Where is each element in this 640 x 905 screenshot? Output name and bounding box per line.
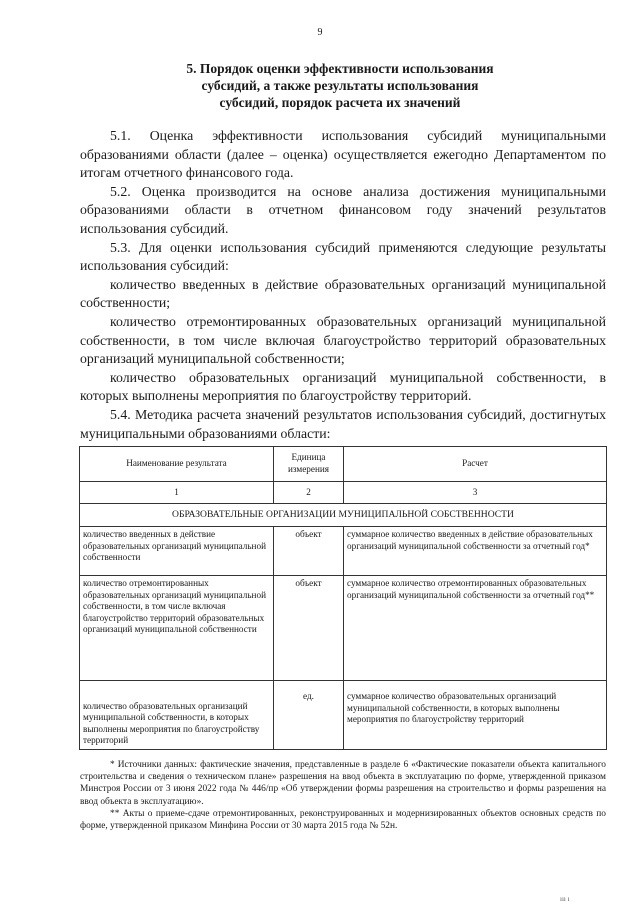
body-text xyxy=(80,127,606,443)
heading-line: субсидий, порядок расчета их значений xyxy=(219,95,461,110)
footnote-1: * Источники данных: фактические значения, представленные в разделе 6 «Фактические показатели объекта капитального строительства и сведения о техническом плане» разрешения на ввод объекта в эксплуатацию по форме, утвержденной приказом Минстроя России от 3 июня 2022 года № 446/пр «Об утверждении формы разрешения на строительство и формы разрешения на ввод объекта в эксплуатацию». xyxy=(80,760,606,807)
table-section-row xyxy=(80,504,607,527)
column-number-row xyxy=(80,482,607,504)
paragraph-5-3: 5.3. Для оценки использования субсидий применяются следующие результаты использования субсидий: xyxy=(80,239,606,274)
page-number: 9 xyxy=(317,27,323,38)
corner-mark: ııı ı xyxy=(560,895,570,903)
result-calculation: суммарное количество образовательных организаций муниципальной собственности, в которых выполнены мероприятия по благоустройству территорий xyxy=(344,681,607,750)
result-unit: объект xyxy=(274,527,344,576)
heading-line: 5. Порядок оценки эффективности использования xyxy=(186,61,494,76)
result-name: количество введенных в действие образовательных организаций муниципальной собственности xyxy=(80,527,274,576)
section-heading xyxy=(80,60,600,111)
result-name: количество образовательных организаций муниципальной собственности, в которых выполнены мероприятия по благоустройству территорий xyxy=(80,681,274,750)
table-row xyxy=(80,681,607,750)
table-row xyxy=(80,576,607,681)
result-calculation: суммарное количество отремонтированных образовательных организаций муниципальной собственности за отчетный год** xyxy=(344,576,607,681)
section-title: ОБРАЗОВАТЕЛЬНЫЕ ОРГАНИЗАЦИИ МУНИЦИПАЛЬНОЙ СОБСТВЕННОСТИ xyxy=(80,504,607,527)
table-header-row xyxy=(80,447,607,482)
header-calculation: Расчет xyxy=(344,447,607,482)
column-number: 2 xyxy=(274,482,344,504)
result-unit: ед. xyxy=(274,681,344,750)
list-item-result-3: количество образовательных организаций муниципальной собственности, в которых выполнены мероприятия по благоустройству территорий. xyxy=(80,369,606,404)
header-unit: Единица измерения xyxy=(274,447,344,482)
paragraph-5-1: 5.1. Оценка эффективности использования субсидий муниципальными образованиями области (далее – оценка) осуществляется ежегодно Департаментом по итогам отчетного финансового года. xyxy=(80,128,606,181)
table-row xyxy=(80,527,607,576)
result-unit: объект xyxy=(274,576,344,681)
heading-line: субсидий, а также результаты использования xyxy=(201,78,479,93)
list-item-result-1: количество введенных в действие образовательных организаций муниципальной собственности; xyxy=(80,276,606,311)
paragraph-5-2: 5.2. Оценка производится на основе анализа достижения муниципальными образованиями области в отчетном финансовом году значений результатов использования субсидий. xyxy=(80,183,606,236)
header-result-name: Наименование результата xyxy=(80,447,274,482)
column-number: 3 xyxy=(344,482,607,504)
paragraph-5-4: 5.4. Методика расчета значений результатов использования субсидий, достигнутых муниципальными образованиями области: xyxy=(80,406,606,441)
column-number: 1 xyxy=(80,482,274,504)
footnote-2: ** Акты о приеме-сдаче отремонтированных, реконструированных и модернизированных объектов основных средств по форме, утвержденной приказом Минфина России от 30 марта 2015 года № 52н. xyxy=(80,808,606,832)
results-table xyxy=(79,446,607,750)
result-calculation: суммарное количество введенных в действие образовательных организаций муниципальной собственности за отчетный год* xyxy=(344,527,607,576)
list-item-result-2: количество отремонтированных образовательных организаций муниципальной собственности, в том числе включая благоустройство территорий образовательных организаций муниципальной собственности; xyxy=(80,313,606,367)
footnotes xyxy=(80,759,606,832)
result-name: количество отремонтированных образовательных организаций муниципальной собственности, в том числе включая благоустройство территорий образовательных организаций муниципальной собственности xyxy=(80,576,274,681)
